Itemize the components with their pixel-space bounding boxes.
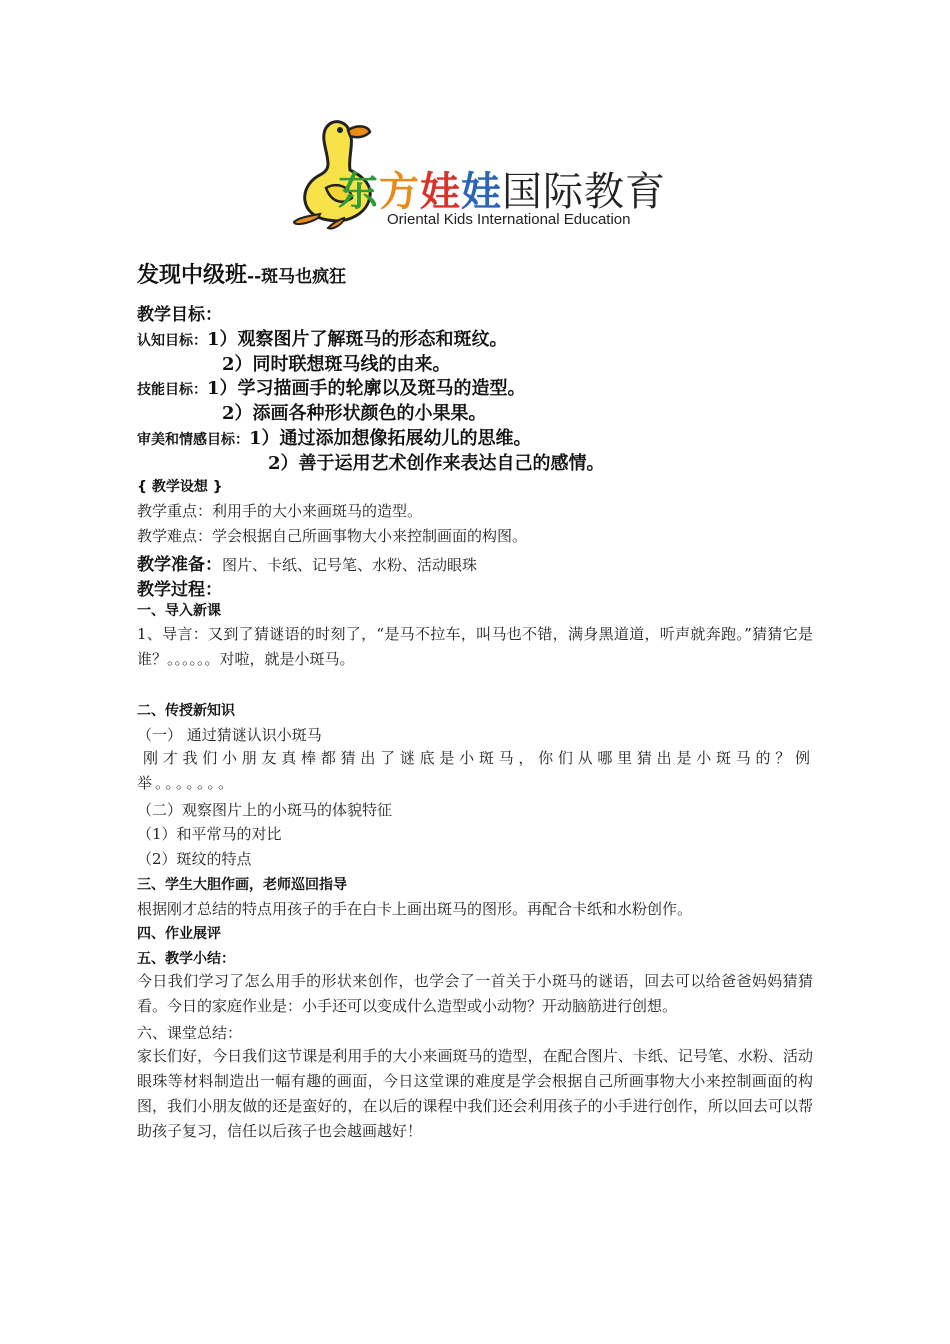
goal-label: 审美和情感目标：: [137, 432, 249, 448]
section-5-text: 今日我们学习了怎么用手的形状来创作，也学会了一首关于小斑马的谜语，回去可以给爸爸妈妈猜猜看。今日的家庭作业是：小手还可以变成什么造型或小动物？开动脑筋进行创想。: [137, 972, 813, 1015]
section-2-title: 二、传授新知识: [137, 703, 235, 719]
logo-chinese-text: [338, 160, 666, 217]
prep-items: 图片、卡纸、记号笔、水粉、活动眼珠: [222, 556, 478, 574]
preparation-line: [137, 550, 477, 575]
logo-char: 方: [379, 169, 420, 215]
logo-char: 东: [338, 169, 379, 215]
prep-label: 教学准备：: [137, 555, 222, 575]
section-3-title: 三、学生大胆作画，老师巡回指导: [137, 877, 347, 893]
goals-heading: 教学目标：: [137, 305, 222, 325]
skill-goal-1: [137, 374, 526, 400]
section-5-title: 五、教学小结：: [137, 951, 235, 967]
logo-char: 娃: [420, 169, 461, 215]
logo-char: 国际教育: [502, 169, 666, 215]
section-6-text: 家长们好，今日我们这节课是利用手的大小来画斑马的造型，在配合图片、卡纸、记号笔、水粉、活动眼珠等材料制造出一幅有趣的画面，今日这堂课的难度是学会根据自己所画事物大小来控制画面的构图，我们小朋友做的还是蛮好的，在以后的课程中我们还会利用孩子的小手进行创作，所以回去可以帮助孩子复习，信任以后孩子也会越画越好！: [137, 1047, 813, 1140]
section-1-text: 1、导言：又到了猜谜语的时刻了，“是马不拉车，叫马也不错，满身黑道道，听声就奔跑。”猜猜它是谁？。。。。。。对啦，就是小斑马。: [137, 625, 813, 668]
aesthetic-goal-2: 2）善于运用艺术创作来表达自己的感情。: [268, 453, 605, 474]
section-2-b2: （2）斑纹的特点: [137, 850, 252, 868]
logo-english-text: Oriental Kids International Education: [387, 211, 631, 228]
goal-text: 1）学习描画手的轮廓以及斑马的造型。: [207, 378, 526, 399]
aesthetic-goal-1: [137, 424, 532, 450]
section-2-a-text: 刚才我们小朋友真棒都猜出了谜底是小斑马，你们从哪里猜出是小斑马的？例举。。。。。。。: [137, 749, 813, 792]
section-3-text: 根据刚才总结的特点用孩子的手在白卡上画出斑马的图形。再配合卡纸和水粉创作。: [137, 900, 693, 918]
focus-text: 教学重点：利用手的大小来画斑马的造型。: [137, 502, 423, 520]
section-2-b: （二）观察图片上的小斑马的体貌特征: [137, 801, 393, 819]
goal-label: 技能目标：: [137, 382, 207, 398]
title-sub: --斑马也疯狂: [247, 267, 347, 287]
section-4-title: 四、作业展评: [137, 926, 221, 942]
goal-text: 1）通过添加想像拓展幼儿的思维。: [249, 428, 532, 449]
logo-char: 娃: [461, 169, 502, 215]
design-heading: { 教学设想 }: [137, 479, 223, 495]
difficulty-text: 教学难点：学会根据自己所画事物大小来控制画面的构图。: [137, 527, 528, 545]
section-1-title: 一、导入新课: [137, 603, 221, 619]
section-6-title: 六、课堂总结：: [137, 1024, 243, 1042]
goal-text: 1）观察图片了解斑马的形态和斑纹。: [207, 329, 508, 350]
section-2-b1: （1）和平常马的对比: [137, 825, 282, 843]
skill-goal-2: 2）添画各种形状颜色的小果果。: [222, 403, 487, 424]
goal-label: 认知目标：: [137, 333, 207, 349]
title-main: 发现中级班: [137, 263, 248, 288]
page-title: [137, 258, 346, 289]
cognitive-goal-1: [137, 325, 508, 351]
process-heading: 教学过程：: [137, 580, 222, 600]
section-2-a: （一） 通过猜谜认识小斑马: [137, 726, 322, 744]
cognitive-goal-2: 2）同时联想斑马线的由来。: [222, 354, 451, 375]
